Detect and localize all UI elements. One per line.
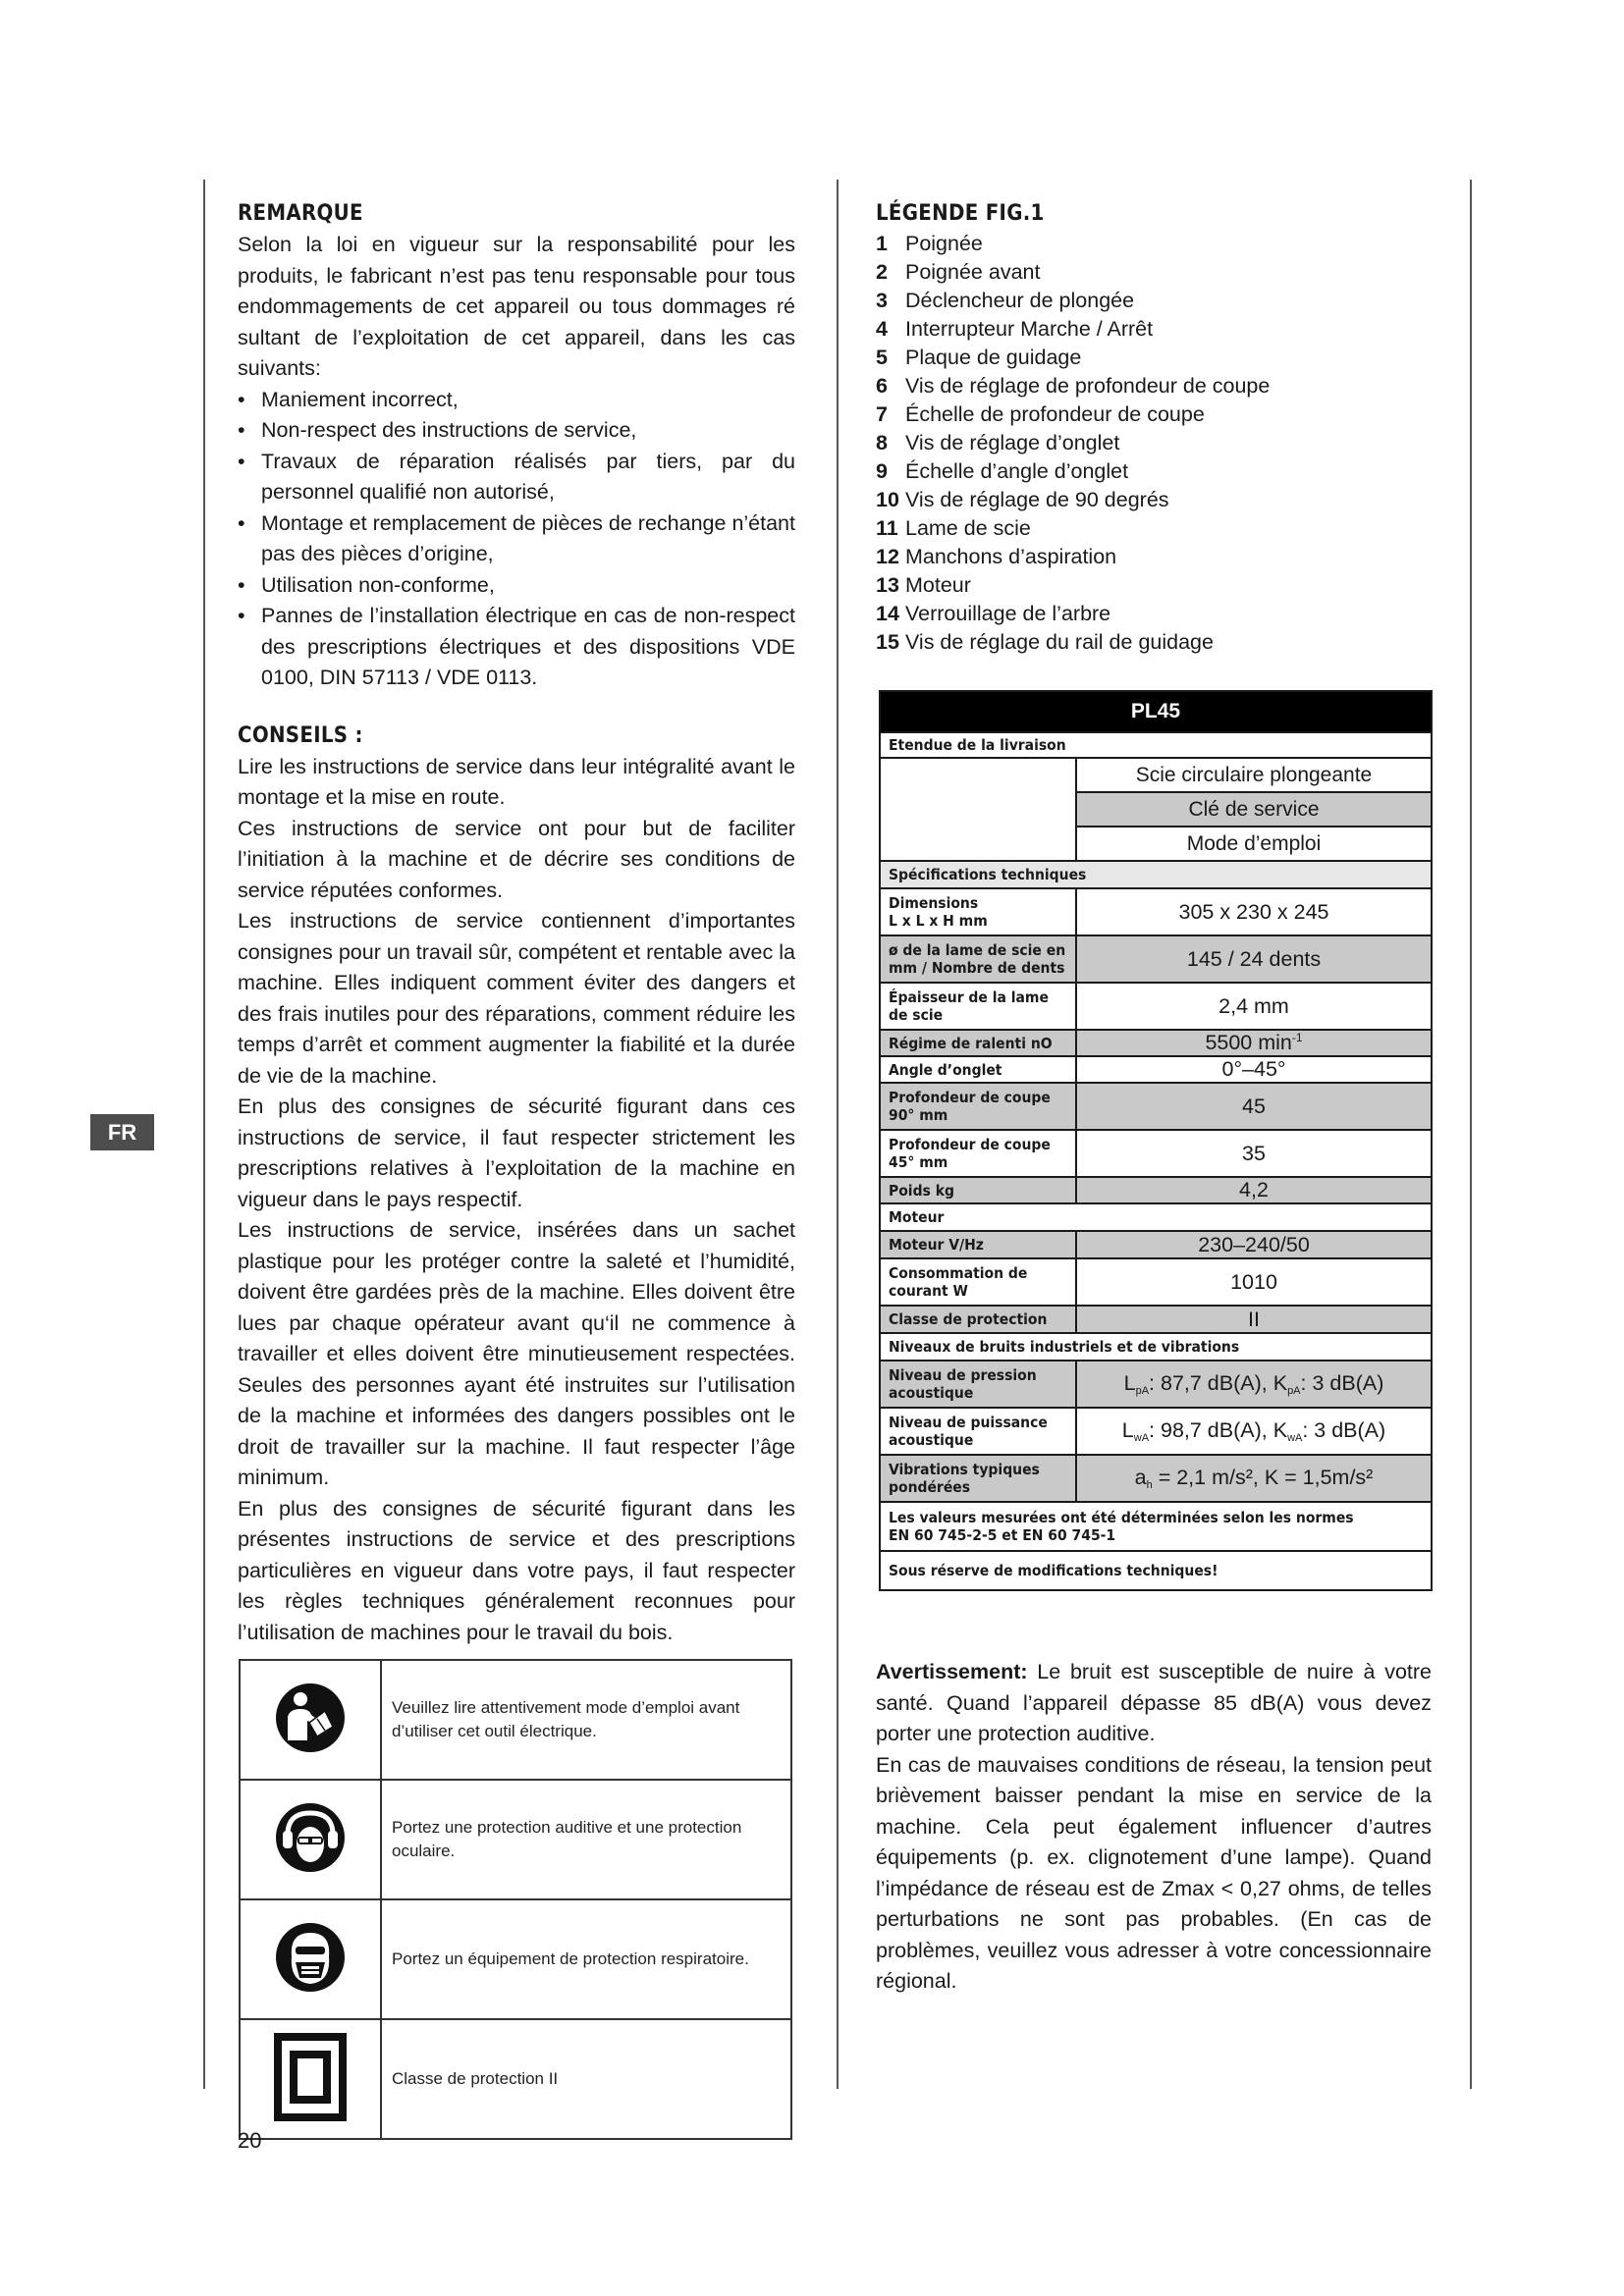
spec-label: Consommation de courant W bbox=[880, 1258, 1076, 1306]
noise-title: Niveaux de bruits industriels et de vibrations bbox=[880, 1333, 1432, 1361]
table-row bbox=[880, 1361, 1432, 1408]
spec-value: 145 / 24 dents bbox=[1076, 935, 1432, 983]
legend-label: Interrupteur Marche / Arrêt bbox=[904, 317, 1154, 341]
legend-number: 9 bbox=[876, 459, 888, 483]
spec-value: 1010 bbox=[1076, 1258, 1432, 1306]
table-row bbox=[880, 1258, 1432, 1306]
read-manual-icon bbox=[240, 1660, 381, 1780]
spec-label: Profondeur de coupe 45° mm bbox=[880, 1130, 1076, 1177]
conseils-paragraph: Les instructions de service contiennent d’importantes consignes pour un travail sûr, compétent et rentable avec la machine. Elles indiquent comment éviter des dangers et des frais inutiles pour des réparations, comment réduire les temps d’arrêt et comment augmenter la fiabilité et la durée de vie de la machine. bbox=[238, 909, 795, 1088]
spec-value: 0°–45° bbox=[1076, 1056, 1432, 1083]
list-item bbox=[876, 287, 1432, 315]
conseils-section bbox=[238, 723, 795, 1649]
legende-list bbox=[876, 230, 1432, 657]
spec-value: 2,4 mm bbox=[1076, 983, 1432, 1030]
legend-number: 13 bbox=[876, 573, 899, 597]
table-row bbox=[880, 888, 1432, 935]
delivery-items-cell bbox=[1076, 758, 1432, 861]
spec-value: 35 bbox=[1076, 1130, 1432, 1177]
legende-heading: LÉGENDE FIG.1 bbox=[876, 201, 1045, 226]
legend-number: 10 bbox=[876, 488, 899, 511]
spec-label: Vibrations typiques pondérées bbox=[880, 1455, 1076, 1502]
safety-icon-text: Portez un équipement de protection respiratoire. bbox=[381, 1899, 791, 2019]
legend-label: Vis de réglage de profondeur de coupe bbox=[904, 374, 1271, 398]
spec-table bbox=[879, 690, 1433, 1591]
conseils-paragraph: En plus des consignes de sécurité figurant dans les présentes instructions de service et des prescriptions particulières en vigueur dans votre pays, il faut respecter les règles techniques généralement reconnues pour l’utilisation de machines pour le travail du bois. bbox=[238, 1496, 795, 1644]
reserve-note: Sous réserve de modifications techniques! bbox=[880, 1551, 1432, 1590]
spec-value: 4,2 bbox=[1076, 1177, 1432, 1203]
spec-value: 305 x 230 x 245 bbox=[1076, 888, 1432, 935]
legend-number: 15 bbox=[876, 630, 899, 654]
spec-label: Profondeur de coupe 90° mm bbox=[880, 1083, 1076, 1130]
spec-label: Épaisseur de la lame de scie bbox=[880, 983, 1076, 1030]
legend-label: Vis de réglage d’onglet bbox=[904, 431, 1120, 454]
delivery-label-cell bbox=[880, 758, 1076, 861]
spec-value: $L_{pA}$: 87,7 dB(A), $K_{pA}$: 3 dB(A) bbox=[1076, 1361, 1432, 1408]
center-column-rule bbox=[837, 180, 839, 2089]
list-item bbox=[876, 230, 1432, 258]
left-column-rule bbox=[203, 180, 205, 2089]
remarque-intro: Selon la loi en vigueur sur la responsabilité pour les produits, le fabricant n’est pas tenu responsable pour tous endommagements de cet appareil ou tous dommages ré sultant de l’exploitation de cet appareil, dans les cas suivants: bbox=[238, 233, 795, 380]
spec-value: 5500 $\min^{-1}$ bbox=[1076, 1030, 1432, 1056]
safety-icon-text: Classe de protection II bbox=[381, 2019, 791, 2139]
avertissement-lead: Avertissement: bbox=[876, 1660, 1028, 1683]
table-row bbox=[240, 1899, 791, 2019]
legend-label: Lame de scie bbox=[904, 516, 1031, 540]
table-row bbox=[240, 1780, 791, 1899]
page-number: 20 bbox=[238, 2128, 262, 2153]
table-row bbox=[240, 2019, 791, 2139]
table-row bbox=[880, 935, 1432, 983]
spec-label: Moteur V/Hz bbox=[880, 1231, 1076, 1258]
table-row bbox=[880, 1056, 1432, 1083]
table-row bbox=[880, 1130, 1432, 1177]
avertissement-section bbox=[876, 1657, 1432, 1998]
right-column-rule bbox=[1470, 180, 1472, 2089]
legend-number: 5 bbox=[876, 346, 888, 369]
safety-icon-text: Portez une protection auditive et une protection oculaire. bbox=[381, 1780, 791, 1899]
remarque-heading: REMARQUE bbox=[238, 201, 363, 226]
legend-number: 2 bbox=[876, 260, 888, 284]
table-row bbox=[880, 1408, 1432, 1455]
right-column bbox=[876, 201, 1432, 657]
legend-number: 1 bbox=[876, 232, 888, 255]
legend-number: 14 bbox=[876, 602, 899, 625]
legend-label: Échelle d’angle d’onglet bbox=[904, 459, 1129, 483]
safety-icons-table bbox=[239, 1659, 792, 2140]
table-row bbox=[880, 1231, 1432, 1258]
language-tab: FR bbox=[90, 1114, 154, 1150]
norms-note: Les valeurs mesurées ont été déterminées selon les normes EN 60 745-2-5 et EN 60 745-1 bbox=[880, 1502, 1432, 1551]
tech-title: Spécifications techniques bbox=[880, 861, 1432, 888]
motor-title: Moteur bbox=[880, 1203, 1432, 1231]
spec-value: $L_{wA}$: 98,7 dB(A), $K_{wA}$: 3 dB(A) bbox=[1076, 1408, 1432, 1455]
remarque-list bbox=[238, 385, 795, 694]
legend-label: Moteur bbox=[904, 573, 971, 597]
spec-value: 230–240/50 bbox=[1076, 1231, 1432, 1258]
respirator-icon bbox=[240, 1899, 381, 2019]
list-item bbox=[876, 315, 1432, 344]
legend-label: Manchons d’aspiration bbox=[904, 545, 1117, 568]
list-item: • Montage et remplacement de pièces de rechange n’étant pas des pièces d’origine, bbox=[238, 508, 795, 570]
table-row bbox=[880, 1083, 1432, 1130]
list-item bbox=[876, 400, 1432, 429]
list-item: • Travaux de réparation réalisés par tiers, par du personnel qualifié non autorisé, bbox=[238, 447, 795, 508]
list-item bbox=[876, 514, 1432, 543]
list-item bbox=[876, 457, 1432, 486]
legend-label: Déclencheur de plongée bbox=[904, 289, 1135, 312]
spec-label: ø de la lame de scie en mm / Nombre de dents bbox=[880, 935, 1076, 983]
remarque-section bbox=[238, 201, 795, 694]
table-row bbox=[240, 1660, 791, 1780]
conseils-paragraph: Lire les instructions de service dans leur intégralité avant le montage et la mise en route. bbox=[238, 754, 795, 809]
table-row bbox=[880, 1455, 1432, 1502]
spec-label: Niveau de puissance acoustique bbox=[880, 1408, 1076, 1455]
spec-label: Classe de protection bbox=[880, 1306, 1076, 1333]
spec-label: Régime de ralenti nO bbox=[880, 1030, 1076, 1056]
table-row bbox=[880, 983, 1432, 1030]
conseils-paragraph: Les instructions de service, insérées dans un sachet plastique pour les protéger contre la saleté et l’humidité, doivent être gardées près de la machine. Elles doivent être lues par chaque opérateur avant qu‘il ne commence à travailler et elles doivent être minutieusement respectées. Seules des personnes ayant été instruites sur l’utilisation de la machine et informées des dangers possibles ont le droit de travailler sur la machine. Il faut respecter l’âge minimum. bbox=[238, 1218, 795, 1489]
spec-label: Poids kg bbox=[880, 1177, 1076, 1203]
table-row bbox=[880, 1177, 1432, 1203]
list-item bbox=[876, 543, 1432, 571]
list-item: • Utilisation non-conforme, bbox=[238, 570, 795, 602]
delivery-title: Etendue de la livraison bbox=[880, 732, 1432, 758]
legend-number: 7 bbox=[876, 402, 888, 426]
legend-label: Échelle de profondeur de coupe bbox=[904, 402, 1205, 426]
list-item bbox=[876, 571, 1432, 600]
legend-label: Verrouillage de l’arbre bbox=[904, 602, 1111, 625]
list-item bbox=[876, 486, 1432, 514]
conseils-paragraph: Ces instructions de service ont pour but de faciliter l’initiation à la machine et de décrire ses conditions de service réputées conformes. bbox=[238, 816, 795, 902]
legend-number: 12 bbox=[876, 545, 899, 568]
legend-number: 11 bbox=[876, 516, 898, 540]
legend-label: Vis de réglage du rail de guidage bbox=[904, 630, 1214, 654]
legend-label: Vis de réglage de 90 degrés bbox=[904, 488, 1169, 511]
delivery-item: Mode d’emploi bbox=[1186, 831, 1322, 855]
list-item bbox=[876, 429, 1432, 457]
left-column bbox=[238, 201, 795, 1648]
avertissement-paragraph: Avertissement: Le bruit est susceptible de nuire à votre santé. Quand l’appareil dépasse 85 dB(A) vous devez porter une protection auditive. bbox=[876, 1660, 1432, 1745]
legend-label: Plaque de guidage bbox=[904, 346, 1082, 369]
table-row bbox=[880, 1030, 1432, 1056]
conseils-paragraph: En plus des consignes de sécurité figurant dans ces instructions de service, il faut respecter strictement les prescriptions relatives à l’exploitation de la machine en vigueur dans le pays respectif. bbox=[238, 1095, 795, 1211]
list-item bbox=[876, 344, 1432, 372]
conseils-heading: CONSEILS : bbox=[238, 722, 363, 748]
spec-label: Dimensions L x L x H mm bbox=[880, 888, 1076, 935]
list-item: • Maniement incorrect, bbox=[238, 385, 795, 416]
ear-eye-protection-icon bbox=[240, 1780, 381, 1899]
legend-label: Poignée bbox=[904, 232, 983, 255]
delivery-item: Clé de service bbox=[1077, 792, 1431, 827]
spec-value: II bbox=[1076, 1306, 1432, 1333]
list-item: • Non-respect des instructions de service, bbox=[238, 415, 795, 447]
list-item bbox=[876, 600, 1432, 628]
spec-model-header: PL45 bbox=[880, 691, 1432, 732]
list-item bbox=[876, 372, 1432, 400]
legend-number: 3 bbox=[876, 289, 888, 312]
spec-value: 45 bbox=[1076, 1083, 1432, 1130]
avertissement-paragraph-2: En cas de mauvaises conditions de réseau, la tension peut brièvement baisser pendant la mise en service de la machine. Cela peut également influencer d’autres équipements (p. ex. clignotement d’une lampe). Quand l’impédance de réseau est de Zmax < 0,27 ohms, de telles perturbations ne sont pas probables. (En cas de problèmes, veuillez vous adresser à votre concessionnaire régional. bbox=[876, 1752, 1432, 1993]
list-item: • Pannes de l’installation électrique en cas de non-respect des prescriptions électriques et des dispositions VDE 0100, DIN 57113 / VDE 0113. bbox=[238, 601, 795, 694]
delivery-list bbox=[1077, 759, 1431, 860]
delivery-item: Scie circulaire plongeante bbox=[1077, 759, 1431, 792]
list-item bbox=[876, 628, 1432, 657]
legend-number: 4 bbox=[876, 317, 888, 341]
legend-number: 8 bbox=[876, 431, 888, 454]
spec-label: Angle d’onglet bbox=[880, 1056, 1076, 1083]
spec-label: Niveau de pression acoustique bbox=[880, 1361, 1076, 1408]
table-row bbox=[880, 1306, 1432, 1333]
table-row bbox=[880, 758, 1432, 861]
legend-number: 6 bbox=[876, 374, 888, 398]
spec-value: $a_h = 2,1$ m/s², K = 1,5m/s² bbox=[1076, 1455, 1432, 1502]
legend-label: Poignée avant bbox=[904, 260, 1041, 284]
safety-icon-text: Veuillez lire attentivement mode d’emploi avant d’utiliser cet outil électrique. bbox=[381, 1660, 791, 1780]
protection-class-ii-icon bbox=[240, 2019, 381, 2139]
list-item bbox=[876, 258, 1432, 287]
